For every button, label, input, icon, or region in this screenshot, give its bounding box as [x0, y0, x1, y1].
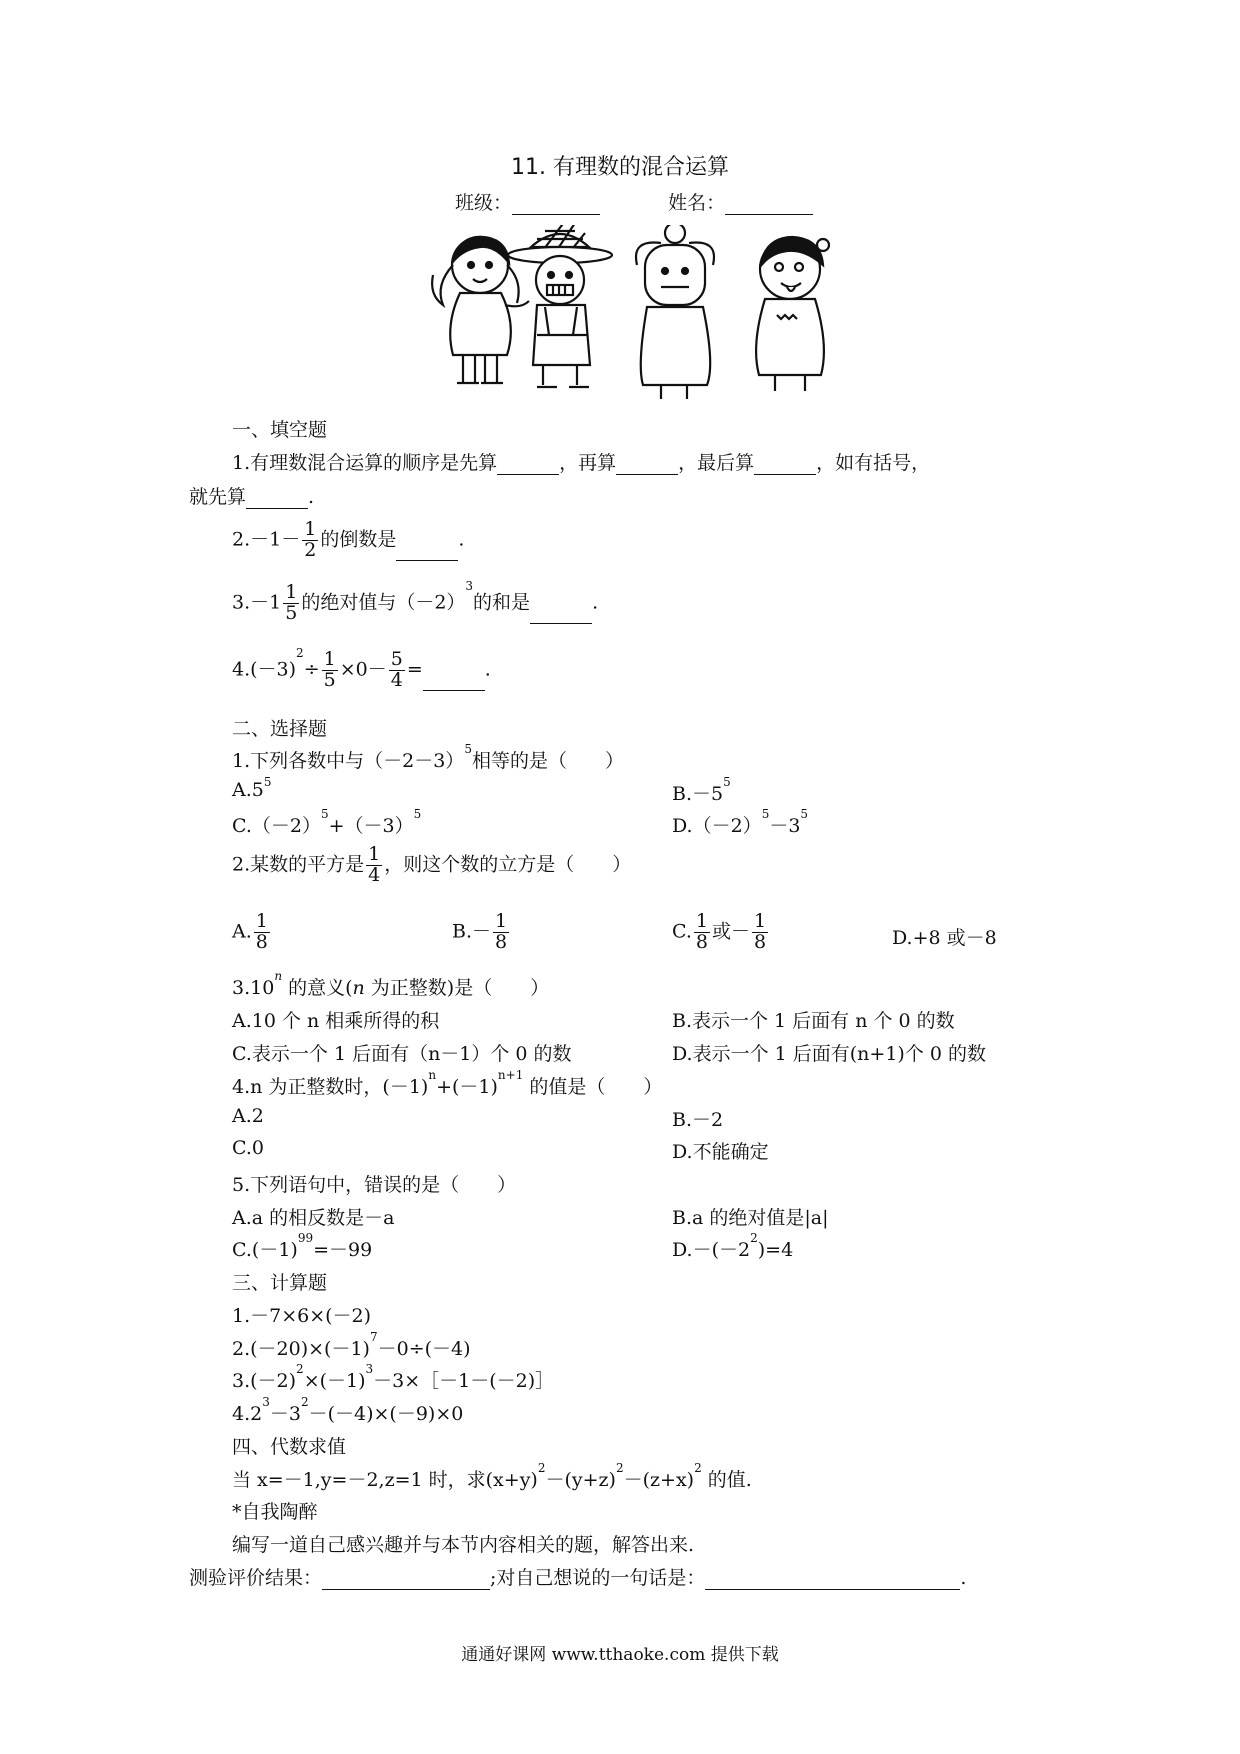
option-2-2-a[interactable]	[232, 912, 272, 953]
denominator: 8	[255, 930, 268, 953]
fraction	[694, 912, 710, 953]
boy-with-apple-figure	[636, 225, 714, 399]
fraction	[366, 845, 382, 886]
option-2-5-d[interactable]	[672, 1231, 794, 1262]
q1-2-text-post: 的倒数是	[320, 528, 397, 551]
fraction	[254, 912, 270, 953]
option-2-3-a[interactable]: A.10 个 n 相乘所得的积	[232, 1010, 440, 1032]
numerator: 1	[255, 910, 268, 932]
equals-sign: =	[406, 658, 423, 681]
class-blank[interactable]	[512, 196, 600, 215]
student-info	[455, 188, 875, 215]
option-2-3-c[interactable]: C.表示一个 1 后面有（n－1）个 0 的数	[232, 1043, 572, 1065]
name-blank[interactable]	[725, 196, 813, 215]
denominator: 8	[495, 930, 508, 953]
q2-1-text: 1.下列各数中与（－2－3）	[232, 750, 465, 772]
denominator: 8	[754, 930, 767, 953]
question-3-2	[232, 1330, 471, 1361]
q2-2-text-post: ，则这个数的立方是（ ）	[384, 853, 632, 876]
answer-blank[interactable]	[246, 490, 308, 509]
q4-text: －(y+z)	[545, 1469, 616, 1491]
page-title: 11. 有理数的混合运算	[511, 155, 729, 180]
q1-4-text: 4.(－3)	[232, 658, 297, 681]
exponent: 5	[263, 775, 272, 789]
boy-straw-hat-figure	[508, 225, 612, 387]
fraction	[752, 912, 768, 953]
exponent: 2	[296, 1362, 304, 1376]
q3-4-text: 4.2	[232, 1403, 263, 1425]
q1-1-text-c: ，最后算	[678, 452, 755, 474]
q1-3-text-post: 的绝对值与（－2）	[301, 591, 466, 614]
exponent: 5	[413, 807, 422, 821]
q2-4-text: 的值是（ ）	[523, 1076, 663, 1098]
denominator: 4	[390, 668, 403, 691]
option-2-2-b[interactable]	[452, 912, 511, 953]
q3-3-text: 3.(－2)	[232, 1370, 297, 1392]
question-1-3: 3.－1 $\frac{1}{5}$ 的绝对值与$(-2)^3$的和是 .	[232, 579, 599, 624]
numerator: 1	[304, 518, 317, 540]
evaluation-label: 测验评价结果：	[189, 1567, 323, 1589]
option-2-2-d[interactable]: D.+8 或－8	[892, 927, 997, 949]
q1-3-text-post2: 的和是	[473, 591, 531, 614]
answer-blank[interactable]	[497, 456, 559, 475]
question-1-2: 2.－1－ $\frac{1}{2}$ 的倒数是 .	[232, 518, 465, 561]
question-1-1	[232, 448, 930, 475]
question-2-5: 5.下列语句中，错误的是（ ）	[232, 1174, 517, 1196]
exponent: n	[428, 1068, 437, 1082]
extra-text: 编写一道自己感兴趣并与本节内容相关的题，解答出来.	[232, 1534, 695, 1556]
exponent: n	[274, 969, 283, 983]
question-1-1-cont: 就先算 .	[189, 486, 315, 508]
exponent: 2	[537, 1461, 546, 1475]
option-2-1-b[interactable]	[672, 775, 731, 806]
fraction	[389, 650, 405, 691]
option-2-2-c[interactable]	[672, 912, 770, 953]
page-footer: 通通好课网 www.tthaoke.com 提供下载	[461, 1645, 779, 1665]
option-2-4-d[interactable]: D.不能确定	[672, 1141, 769, 1163]
question-2-2	[232, 845, 631, 886]
question-2-4	[232, 1068, 663, 1099]
option-text: －3	[769, 815, 801, 837]
numerator: 1	[495, 910, 508, 932]
option-2-5-a[interactable]: A.a 的相反数是－a	[232, 1207, 395, 1229]
q2-4-text: 4.n 为正整数时，(－1)	[232, 1076, 429, 1098]
q1-1-text-b: ，再算	[559, 452, 617, 474]
option-text: D.－(－2	[672, 1239, 751, 1261]
option-2-4-b[interactable]: B.－2	[672, 1109, 724, 1131]
q4-text: 的值.	[701, 1469, 752, 1491]
q1-2-text: 2.－1－	[232, 528, 301, 551]
girl-tongue-figure	[756, 237, 829, 391]
divide-sign: ÷	[303, 658, 320, 681]
exponent: 3	[262, 1395, 270, 1409]
exponent: 2	[300, 1395, 309, 1409]
q2-3-text: 3.10	[232, 977, 275, 999]
option-2-3-d[interactable]: D.表示一个 1 后面有(n+1)个 0 的数	[672, 1043, 987, 1065]
option-text: A.	[232, 920, 252, 943]
question-2-1	[232, 742, 624, 773]
option-text: +（－3）	[328, 815, 414, 837]
option-text: A.5	[232, 779, 264, 801]
q1-1-text-d: ，如有括号，	[816, 452, 931, 474]
option-text: 或－	[712, 920, 751, 943]
q3-2-text: －0÷(－4)	[377, 1338, 471, 1360]
exponent: 5	[761, 807, 770, 821]
exponent: 2	[296, 646, 304, 660]
numerator: 1	[285, 581, 298, 603]
option-2-1-d[interactable]	[672, 807, 809, 838]
q3-3-text: －3×［－1－(－2)］	[373, 1370, 555, 1392]
denominator: 2	[304, 538, 317, 561]
option-2-1-a[interactable]	[232, 775, 272, 801]
section-heading-calculation: 三、计算题	[232, 1272, 328, 1294]
option-text: )=4	[757, 1239, 794, 1261]
question-1-4: $4.(-3)^2\div$ $\frac{1}{5}$ ×0－ $\frac{5}{4}$ = .	[232, 646, 491, 691]
denominator: 8	[695, 930, 708, 953]
numerator: 5	[390, 648, 403, 670]
fraction	[493, 912, 509, 953]
question-4-1	[232, 1461, 752, 1492]
option-2-4-a[interactable]: A.2	[232, 1105, 264, 1127]
exponent: 3	[465, 579, 474, 593]
q3-4-text: －3	[269, 1403, 301, 1425]
exponent: 7	[369, 1330, 378, 1344]
answer-blank[interactable]	[754, 456, 816, 475]
q1-4-text-mid: ×0－	[339, 658, 387, 681]
exponent: n+1	[497, 1068, 524, 1082]
option-text: C.	[672, 920, 692, 943]
period: .	[960, 1567, 967, 1589]
name-label: 姓名：	[668, 192, 726, 214]
evaluation-line	[189, 1563, 966, 1590]
numerator: 1	[323, 648, 336, 670]
question-3-1: 1.－7×6×(－2)	[232, 1305, 372, 1327]
q3-2-text: 2.(－20)×(－1)	[232, 1338, 370, 1360]
exponent: 2	[750, 1231, 758, 1245]
self-note-label: ;对自己想说的一句话是：	[490, 1567, 706, 1589]
q4-text: －(z+x)	[623, 1469, 695, 1491]
option-2-1-c[interactable]	[232, 807, 422, 838]
question-3-3	[232, 1362, 555, 1393]
q4-text: 当 x=－1,y=－2,z=1 时，求(x+y)	[232, 1469, 538, 1491]
q1-1-text-e: 就先算	[189, 486, 247, 508]
q2-2-text: 2.某数的平方是	[232, 853, 365, 876]
answer-blank[interactable]	[423, 672, 485, 691]
denominator: 5	[285, 601, 298, 624]
exponent: 5	[723, 775, 731, 789]
section-heading-fill-in: 一、填空题	[232, 419, 328, 441]
numerator: 1	[695, 910, 708, 932]
exponent: 99	[297, 1231, 314, 1245]
exponent: 3	[365, 1362, 374, 1376]
option-text: =－99	[313, 1239, 373, 1261]
option-2-5-c[interactable]	[232, 1231, 373, 1262]
option-text: B.－	[452, 920, 492, 943]
option-text: C.（－2）	[232, 815, 321, 837]
answer-blank[interactable]	[616, 456, 678, 475]
option-text: B.－5	[672, 783, 724, 805]
fraction	[322, 650, 338, 691]
exponent: 2	[615, 1461, 624, 1475]
answer-blank[interactable]	[396, 542, 458, 561]
exponent: 2	[694, 1461, 702, 1475]
answer-blank[interactable]	[530, 605, 592, 624]
section-heading-multiple-choice: 二、选择题	[232, 718, 328, 740]
option-text: D.（－2）	[672, 815, 762, 837]
question-3-4	[232, 1395, 464, 1426]
section-heading-algebra: 四、代数求值	[232, 1436, 347, 1458]
exponent: 5	[464, 742, 472, 756]
q2-3-text: 的意义(	[282, 977, 353, 999]
question-2-3	[232, 969, 550, 1000]
numerator: 1	[754, 910, 767, 932]
fraction	[283, 583, 299, 624]
exponent: 5	[800, 807, 809, 821]
extra-heading: *自我陶醉	[232, 1501, 318, 1523]
q2-1-text-end: 相等的是（ ）	[471, 750, 624, 772]
exponent: 5	[321, 807, 329, 821]
class-label: 班级：	[455, 192, 513, 214]
cartoon-children-illustration	[425, 225, 865, 405]
q2-4-text: +(－1)	[436, 1076, 498, 1098]
option-2-3-b[interactable]: B.表示一个 1 后面有 n 个 0 的数	[672, 1010, 955, 1032]
numerator: 1	[368, 843, 381, 865]
denominator: 5	[323, 668, 336, 691]
option-2-4-c[interactable]: C.0	[232, 1137, 264, 1159]
q1-3-text: 3.－1	[232, 591, 282, 614]
q2-3-text: 为正整数)是（ ）	[364, 977, 550, 999]
q3-4-text: －(－4)×(－9)×0	[308, 1403, 464, 1425]
fraction	[302, 520, 318, 561]
self-note-blank[interactable]	[705, 1571, 960, 1590]
option-text: C.(－1)	[232, 1239, 298, 1261]
denominator: 4	[368, 863, 381, 886]
q1-1-text-a: 1.有理数混合运算的顺序是先算	[232, 452, 498, 474]
q3-3-text: ×(－1)	[303, 1370, 366, 1392]
option-2-5-b[interactable]: B.a 的绝对值是|a|	[672, 1207, 829, 1229]
variable-n: n	[352, 977, 365, 999]
evaluation-blank[interactable]	[322, 1571, 490, 1590]
